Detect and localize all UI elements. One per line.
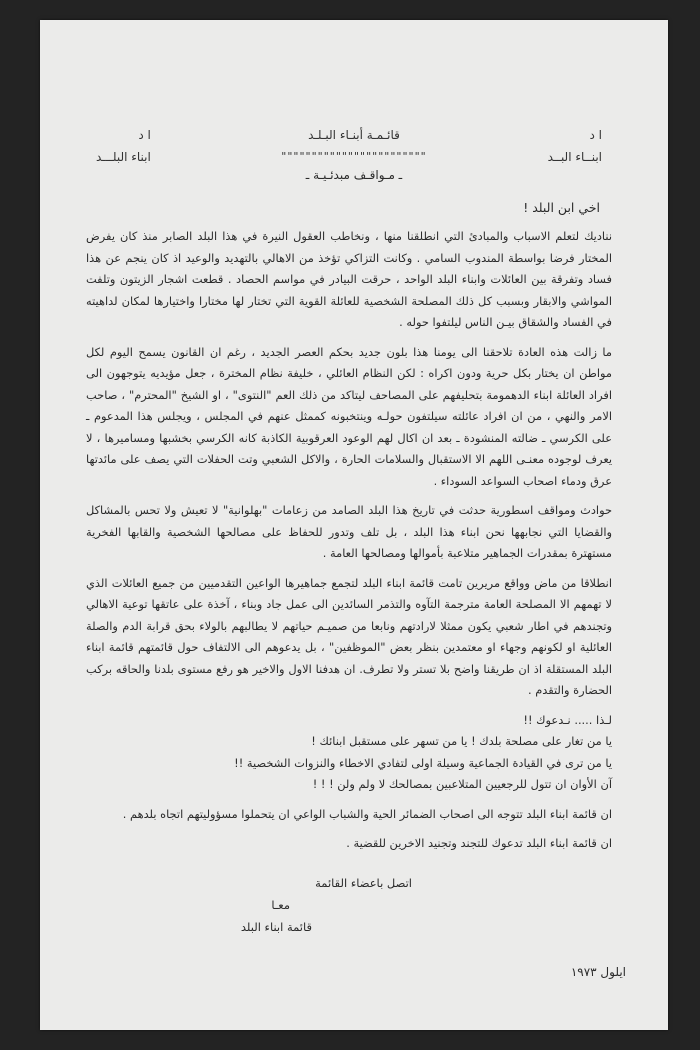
signature-line-2: معـا — [271, 898, 290, 912]
header-right-bottom: ابنــاء البــد — [547, 150, 602, 164]
closing-paragraph-2: ان قائمة ابناء البلد تدعوك للتجند وتجنيد الاخرين للقضية . — [346, 836, 612, 850]
call-heading: لـذا ..... نـدعوك !! — [523, 712, 612, 727]
header-left-bottom: ابناء البلـــد — [96, 150, 151, 164]
paragraph-3: حوادث ومواقف اسطورية حدثت في تاريخ هذا البلد الصامد من زعامات "بهلوانية" لا تعيش ولا تحس بالمشاكل والقضايا التي نجابهها نحن ابناء هذا البلد ، بل تلف وتدور للحفاظ على مصالحها الشخصية والقابها الفخرية مستهترة بمقدرات الجماهير متلاعبة بأموالها ومصالحها العامة . — [86, 503, 612, 560]
salutation: اخي ابن البلد ! — [523, 200, 600, 215]
paragraph-4: انطلاقا من ماض وواقع مريرين تامت قائمة ابناء البلد لتجمع جماهيرها الواعين التقدميين من جميع العائلات الذي لا تهمهم الا المصلحة العامة مترجمة التآوه والتذمر السائدين الى عمل جاد وبناء ، آخذة على عاتقها توعية الاهالي وتجندهم في اطار شعبي يكون ممثلا لارادتهم ونابعا من صميـم حياتهم لا يطالبهم بالولاء بحق قرابة الدم والصلة العائلية او لكونهم وجهاء او معتمدين بنظر بعض "الموظفين" ، بل يدعوهم الى الالتفاف حول قائمتهم قائمة ابناء البلد المستقلة اذ ان طريقنا واضح بلا تستر ولا تطرف. ان هدفنا الاول والاخير هو رفع مستوى بلدنا والحاقه بركب الحضارة والتقدم . — [86, 575, 612, 697]
call-line-1: يا من تغار على مصلحة بلدك ! يا من تسهر على مستقبل ابنائك ! — [311, 734, 612, 748]
document-subtitle: ـ مـواقـف مبدئـيـة ـ — [305, 168, 403, 182]
document-date: ايلول ١٩٧٣ — [570, 965, 626, 979]
paragraph-2: ما زالت هذه العادة تلاحقنا الى يومنا هذا بلون جديد بحكم العصر الجديد ، رغم ان القانون يسمح اليوم لكل مواطن ان يختار بكل حرية ودون اكراه : لكن النظام العائلي ، خليفة نظام المخترة ، جعل مؤيديه يتوجهون الى افراد العائلة ابناء الدهمومة بتحليفهم على المصاحف ليتاكد من ذلك العم "النتوى" ، او الشيخ "المحترم" ، صاحب الامر والنهي ، من ان افراد عائلته سيلتفون حولـه وينتخبونه كممثل عنهم في المجلس ، ويجلس هذا المدعوم ـ على الكرسي ـ ضالته المنشودة ـ بعد ان اكال لهم الوعود العرقوبية الكاذبة كانه الكرسي بخشبها ومساميرها ، لا يعرف لوجوده معنـى اللهم الا الاستقبال والسلامات الحارة ، والاكل الشعبي وتت الحفلات التي يصف على مائدتها عرق ودماء اصحاب السواعد السوداء . — [86, 344, 612, 488]
paragraph-1: نناديك لتعلم الاسباب والمبادئ التي انطلقنا منها ، ونخاطب العقول النيرة في هذا البلد الصابر منذ كان يفرض المختار فرضا بواسطة المندوب السامي . وكانت التزاكي تؤخذ من الاهالي بالتهديد والوعيد اذ كان ينجم عن هذا فساد وتفرقة بين العائلات وابناء البلد الواحد ، حرقت البيادر في مواسم الحصاد . قطعت اشجار الزيتون وتلفت المواشي والابقار وبسبب كل ذلك المصلحة الشخصية للعائلة القوية التي تختار لها مختارا واختيارها لمكان لداهيته في الفساد والشقاق بيـن الناس ليلتفوا حوله . — [86, 229, 612, 329]
header-right-top: ا د — [589, 128, 602, 142]
signature-line-1: اتصل باعضاء القائمة — [315, 876, 412, 890]
body-text — [86, 226, 612, 863]
call-line-2: يا من ترى في القيادة الجماعية وسيلة اولى لتفادي الاخطاء والنزوات الشخصية !! — [234, 755, 612, 770]
closing-paragraph-1: ان قائمة ابناء البلد تتوجه الى اصحاب الضمائر الحية والشباب الواعي ان يتحملوا مسؤوليتهم اتجاه بلدهم . — [122, 806, 612, 821]
document-sheet — [40, 20, 668, 1030]
header-title: قائـمـة أبنـاء البـلـد — [308, 128, 400, 142]
signature-line-3: قائمة ابناء البلد — [240, 920, 312, 934]
header-dots: """""""""""""""""""""""" — [281, 150, 427, 163]
header-left-top: ا د — [138, 128, 151, 142]
header-left-block — [96, 124, 151, 168]
call-line-3: آن الأوان ان تتول للرجعيين المتلاعبين بمصالحك لا ولم ولن ! ! ! — [312, 777, 612, 791]
